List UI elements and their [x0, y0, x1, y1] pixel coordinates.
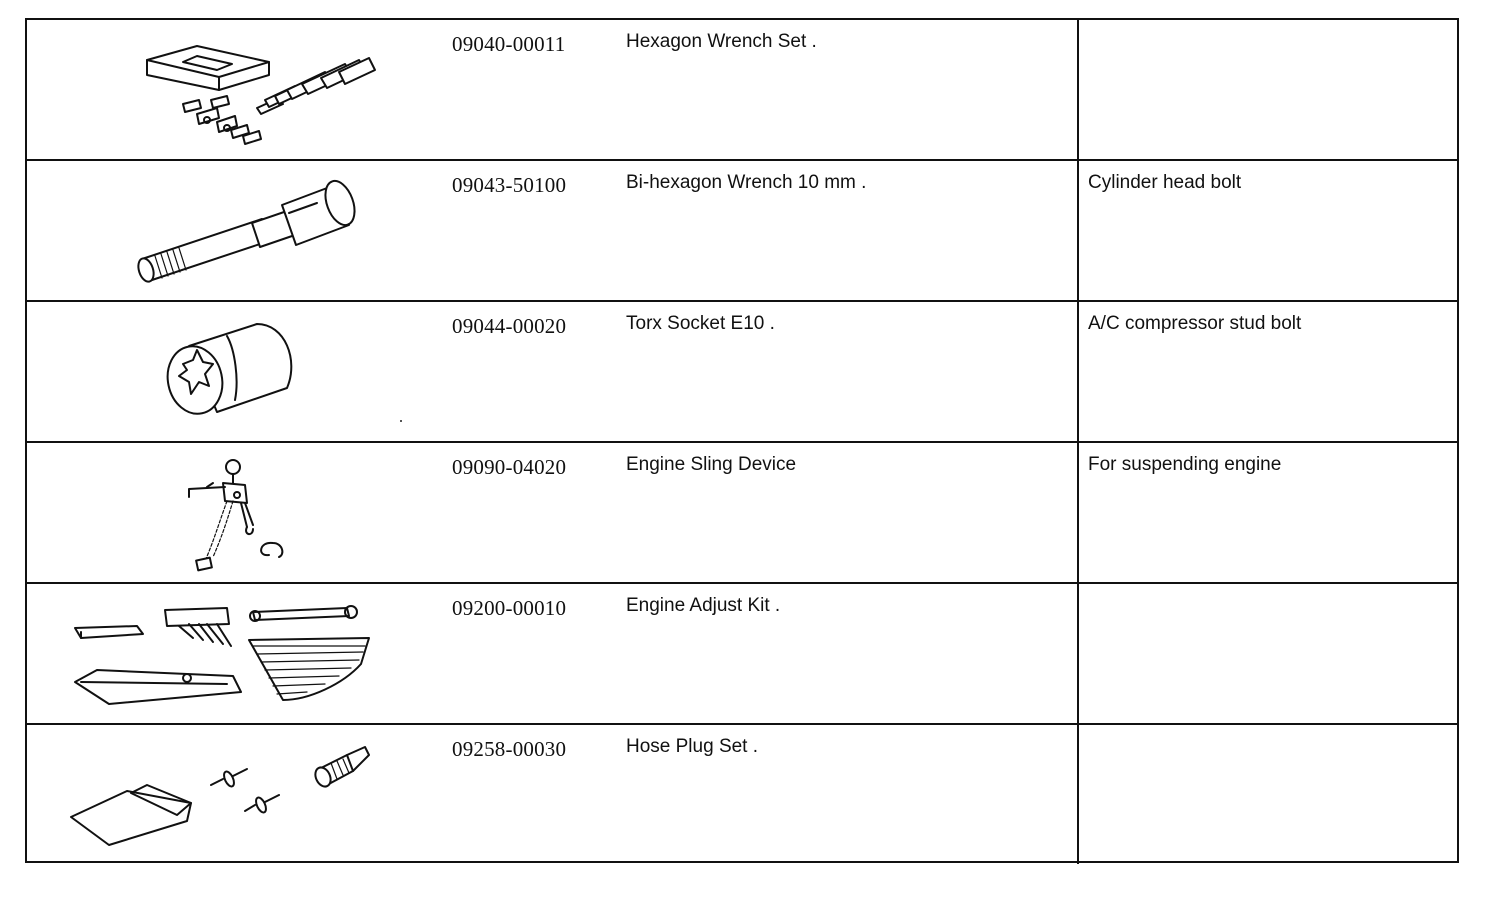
table-row — [27, 725, 1457, 864]
tool-note: For suspending engine — [1088, 454, 1282, 475]
tool-name: Torx Socket E10 . — [626, 313, 775, 334]
engine-adjust-kit-icon — [47, 584, 427, 723]
tool-note: Cylinder head bolt — [1088, 172, 1242, 193]
column-divider — [1077, 161, 1079, 300]
part-number: 09044-00020 — [452, 314, 567, 338]
column-divider — [1077, 584, 1079, 723]
special-service-tools-table — [25, 18, 1459, 863]
tool-name: Engine Adjust Kit . — [626, 595, 781, 616]
part-number: 09040-00011 — [452, 32, 566, 56]
tool-name: Hexagon Wrench Set . — [626, 31, 817, 52]
column-divider — [1077, 443, 1079, 582]
scan-speck — [400, 420, 402, 422]
part-number: 09090-04020 — [452, 455, 567, 479]
part-number: 09043-50100 — [452, 173, 567, 197]
column-divider — [1077, 302, 1079, 441]
table-row — [27, 302, 1457, 443]
tool-name: Hose Plug Set . — [626, 736, 759, 757]
table-row — [27, 584, 1457, 725]
part-number: 09258-00030 — [452, 737, 567, 761]
table-row — [27, 161, 1457, 302]
torx-socket-icon — [47, 302, 427, 441]
hose-plug-set-icon — [47, 725, 427, 864]
column-divider — [1077, 20, 1079, 159]
part-number: 09200-00010 — [452, 596, 567, 620]
tool-name: Bi-hexagon Wrench 10 mm . — [626, 172, 867, 193]
table-row — [27, 443, 1457, 584]
tool-note: A/C compressor stud bolt — [1088, 313, 1302, 334]
table-row — [27, 20, 1457, 161]
column-divider — [1077, 725, 1079, 864]
tool-name: Engine Sling Device — [626, 454, 797, 475]
hexagon-wrench-set-icon — [47, 20, 427, 159]
engine-sling-device-icon — [47, 443, 427, 582]
bi-hexagon-wrench-icon — [47, 161, 427, 300]
